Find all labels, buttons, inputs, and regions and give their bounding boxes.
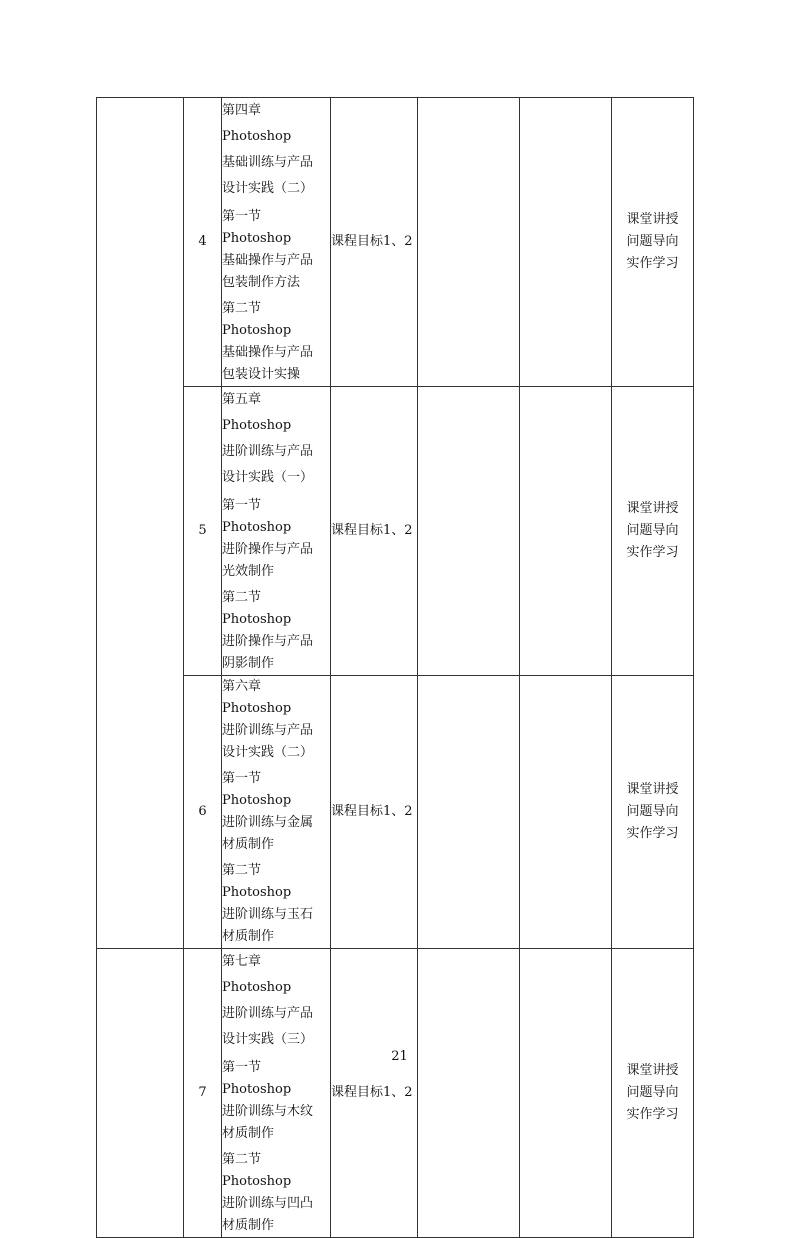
table-row	[97, 676, 694, 949]
merged-empty-cell	[97, 98, 184, 949]
lesson-content	[222, 387, 331, 676]
teaching-methods: 课堂讲授 问题导向 实作学习	[612, 949, 694, 1238]
course-target: 课程目标1、2	[331, 949, 418, 1238]
section-1-title: 第一节Photoshop 进阶操作与产品 光效制作	[222, 498, 314, 579]
empty-cell	[418, 387, 520, 676]
teaching-methods: 课堂讲授 问题导向 实作学习	[612, 676, 694, 949]
section-2-title: 第二节Photoshop 进阶操作与产品 阴影制作	[222, 590, 314, 671]
table-row	[97, 98, 694, 387]
section-1-title: 第一节Photoshop 基础操作与产品 包装制作方法	[222, 209, 314, 290]
lesson-content	[222, 949, 331, 1238]
chapter-title: 第四章Photoshop 基础训练与产品 设计实践（二）	[222, 103, 314, 196]
page-number: 21	[391, 1049, 408, 1064]
course-target: 课程目标1、2	[331, 676, 418, 949]
lesson-content	[222, 98, 331, 387]
teaching-methods: 课堂讲授 问题导向 实作学习	[612, 98, 694, 387]
section-2-title: 第二节Photoshop 基础操作与产品 包装设计实操	[222, 301, 314, 382]
lesson-number: 6	[184, 676, 222, 949]
empty-cell	[520, 676, 612, 949]
teaching-methods: 课堂讲授 问题导向 实作学习	[612, 387, 694, 676]
table-row	[97, 387, 694, 676]
section-2-title: 第二节Photoshop 进阶训练与凹凸 材质制作	[222, 1152, 314, 1233]
chapter-title: 第七章Photoshop 进阶训练与产品 设计实践（三）	[222, 954, 314, 1047]
chapter-title: 第五章Photoshop 进阶训练与产品 设计实践（一）	[222, 392, 314, 485]
chapter-title: 第六章Photoshop 进阶训练与产品 设计实践（二）	[222, 679, 314, 760]
section-1-title: 第一节Photoshop 进阶训练与金属 材质制作	[222, 771, 314, 852]
lesson-number: 7	[184, 949, 222, 1238]
empty-cell	[520, 387, 612, 676]
empty-cell	[520, 949, 612, 1238]
empty-cell	[97, 949, 184, 1238]
empty-cell	[520, 98, 612, 387]
empty-cell	[418, 98, 520, 387]
empty-cell	[418, 676, 520, 949]
lesson-content	[222, 676, 331, 949]
course-schedule-table	[96, 97, 694, 1238]
section-1-title: 第一节Photoshop 进阶训练与木纹 材质制作	[222, 1060, 314, 1141]
empty-cell	[418, 949, 520, 1238]
section-2-title: 第二节Photoshop 进阶训练与玉石 材质制作	[222, 863, 314, 944]
course-target: 课程目标1、2	[331, 387, 418, 676]
lesson-number: 5	[184, 387, 222, 676]
lesson-number: 4	[184, 98, 222, 387]
course-target: 课程目标1、2	[331, 98, 418, 387]
table-row	[97, 949, 694, 1238]
